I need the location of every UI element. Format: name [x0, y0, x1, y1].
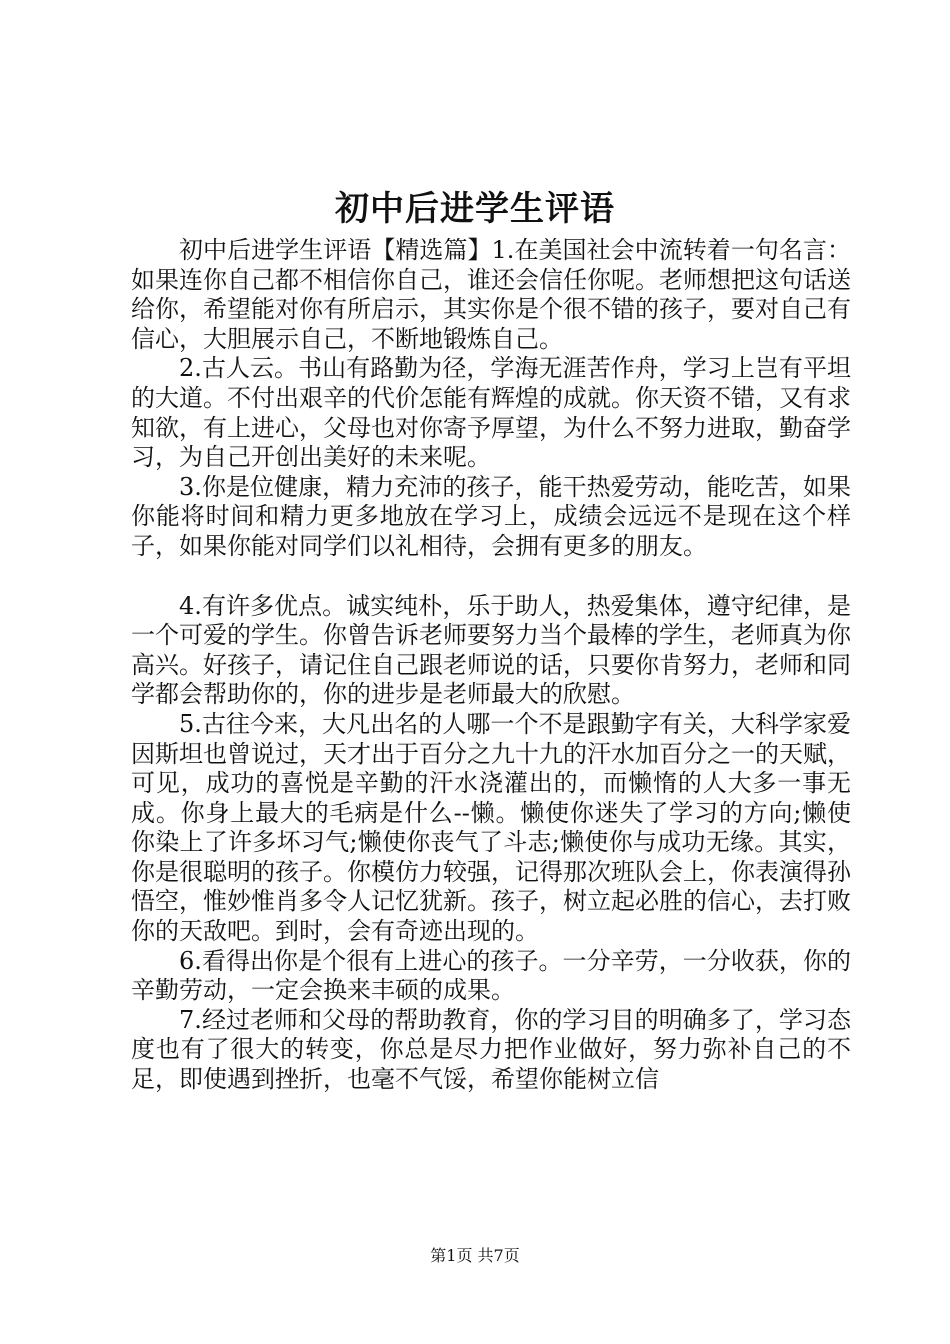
paragraph-2: 2.古人云。书山有路勤为径，学海无涯苦作舟，学习上岂有平坦的大道。不付出艰辛的代价怎能有辉煌的成就。你天资不错，又有求知欲，有上进心，父母也对你寄予厚望，为什么不努力进取，勤奋学习，为自己开创出美好的未来呢。 — [131, 354, 851, 472]
document-title: 初中后进学生评语 — [335, 189, 615, 229]
page-footer: 第1页 共7页 — [430, 1246, 520, 1265]
paragraph-6: 6.看得出你是个很有上进心的孩子。一分辛劳，一分收获，你的辛勤劳动，一定会换来丰硕的成果。 — [131, 946, 851, 1005]
paragraph-5: 5.古往今来，大凡出名的人哪一个不是跟勤字有关，大科学家爱因斯坦也曾说过，天才出于百分之九十九的汗水加百分之一的天赋，可见，成功的喜悦是辛勤的汗水浇灌出的，而懒惰的人大多一事无成。你身上最大的毛病是什么--懒。懒使你迷失了学习的方向;懒使你染上了许多坏习气;懒使你丧气了斗志;懒使你与成功无缘。其实，你是很聪明的孩子。你模仿力较强，记得那次班队会上，你表演得孙悟空，惟妙惟肖多令人记忆犹新。孩子，树立起必胜的信心，去打败你的天敌吧。到时，会有奇迹出现的。 — [131, 709, 851, 946]
paragraph-3: 3.你是位健康，精力充沛的孩子，能干热爱劳动，能吃苦，如果你能将时间和精力更多地放在学习上，成绩会远远不是现在这个样子，如果你能对同学们以礼相待，会拥有更多的朋友。 — [131, 472, 851, 560]
paragraph-4: 4.有许多优点。诚实纯朴，乐于助人，热爱集体，遵守纪律，是一个可爱的学生。你曾告诉老师要努力当个最棒的学生，老师真为你高兴。好孩子，请记住自己跟老师说的话，只要你肯努力，老师和同学都会帮助你的，你的进步是老师最大的欣慰。 — [131, 591, 851, 709]
paragraph-7: 7.经过老师和父母的帮助教育，你的学习目的明确多了，学习态度也有了很大的转变，你总是尽力把作业做好，努力弥补自己的不足，即使遇到挫折，也毫不气馁，希望你能树立信 — [131, 1005, 851, 1094]
document-body — [131, 236, 851, 1095]
paragraph-1: 初中后进学生评语【精选篇】1.在美国社会中流转着一句名言：如果连你自己都不相信你自己，谁还会信任你呢。老师想把这句话送给你，希望能对你有所启示，其实你是个很不错的孩子，要对自己有信心，大胆展示自己，不断地锻炼自己。 — [131, 236, 851, 353]
